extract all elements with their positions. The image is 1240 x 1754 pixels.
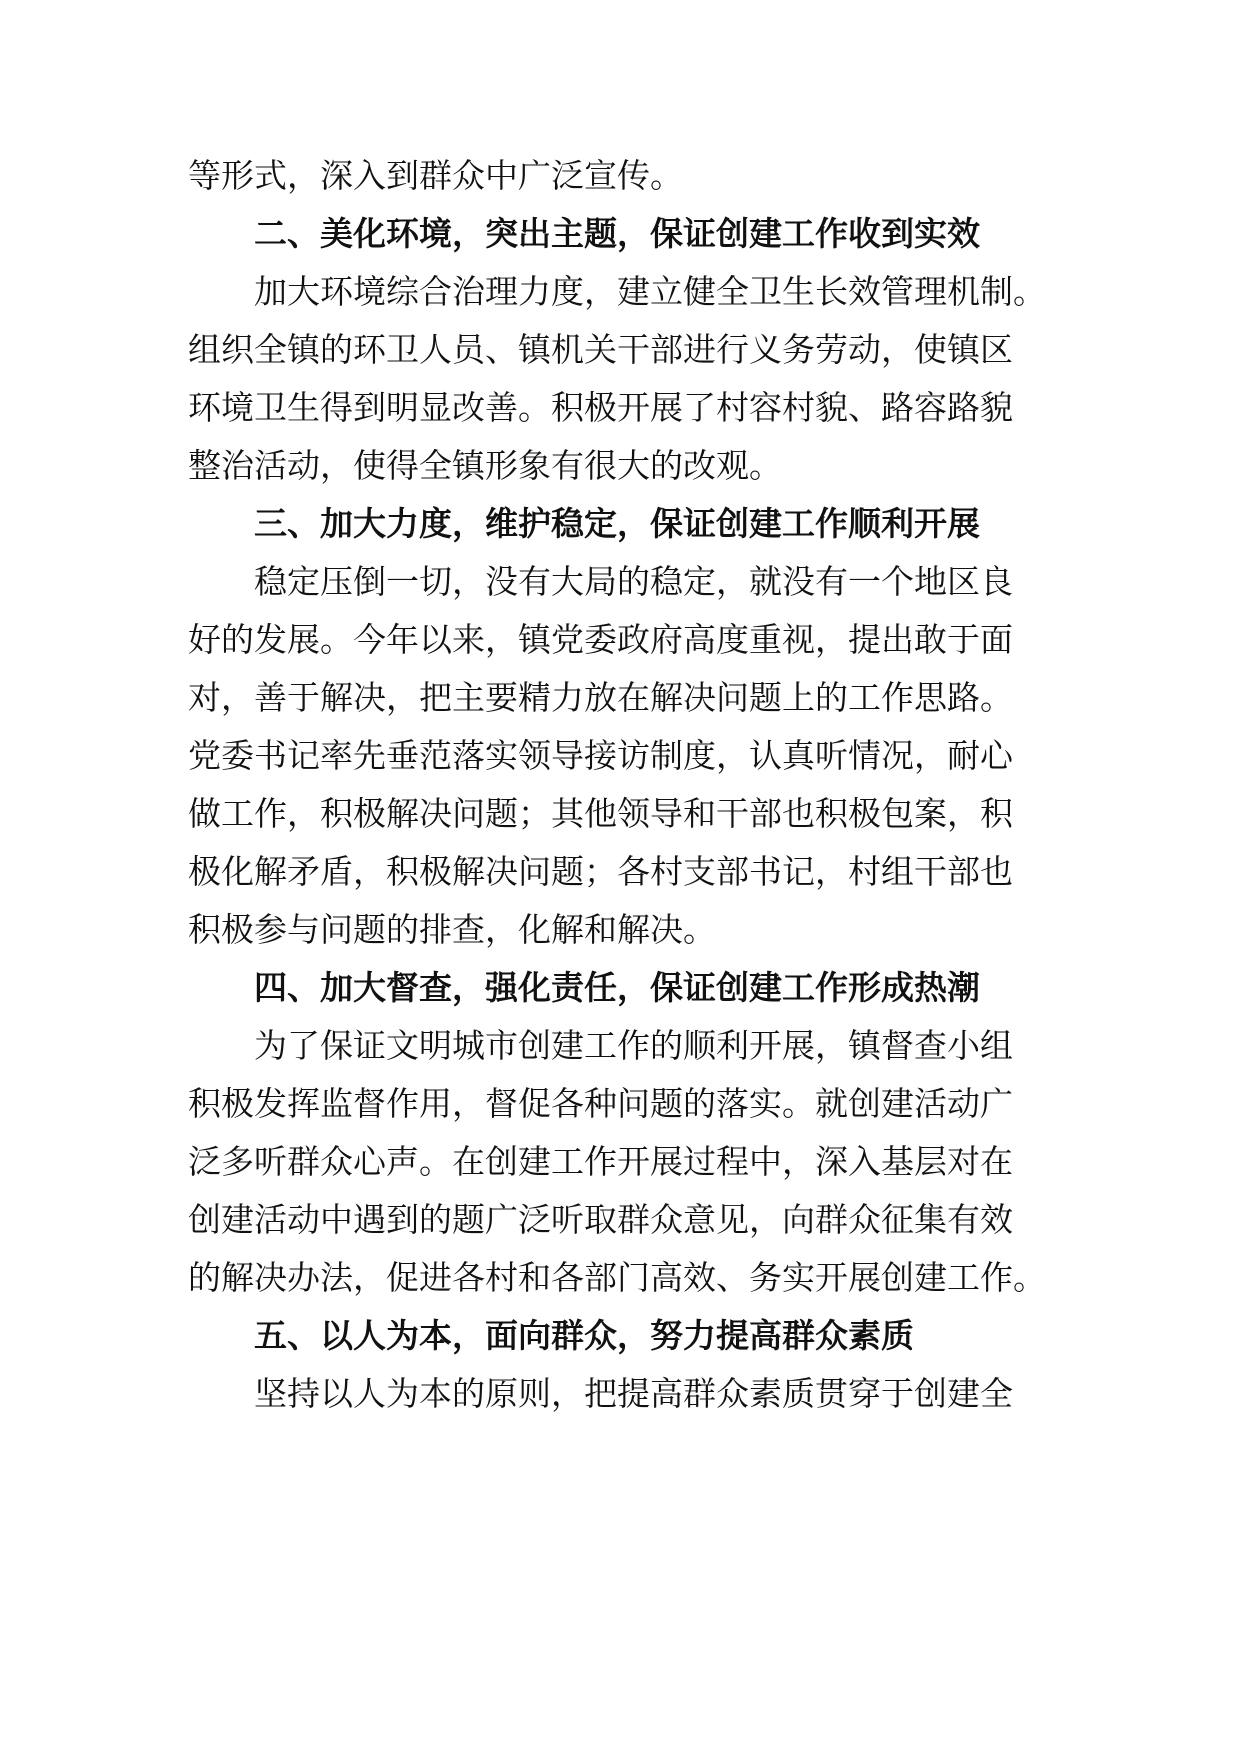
paragraph-line: 积极参与问题的排查，化解和解决。	[188, 910, 716, 949]
paragraph-line: 加大环境综合治理力度，建立健全卫生长效管理机制。	[254, 272, 1046, 311]
paragraph-line: 好的发展。今年以来，镇党委政府高度重视，提出敢于面	[188, 620, 1013, 659]
paragraph-line: 积极发挥监督作用，督促各种问题的落实。就创建活动广	[188, 1084, 1013, 1123]
section-heading-4: 四、加大督查，强化责任，保证创建工作形成热潮	[254, 968, 980, 1007]
paragraph-line: 做工作，积极解决问题；其他领导和干部也积极包案，积	[188, 794, 1013, 833]
paragraph-line: 的解决办法，促进各村和各部门高效、务实开展创建工作。	[188, 1258, 1046, 1297]
paragraph-line: 等形式，深入到群众中广泛宣传。	[188, 156, 683, 195]
section-heading-3: 三、加大力度，维护稳定，保证创建工作顺利开展	[254, 504, 980, 543]
paragraph-line: 坚持以人为本的原则，把提高群众素质贯穿于创建全	[254, 1374, 1013, 1413]
paragraph-line: 对，善于解决，把主要精力放在解决问题上的工作思路。	[188, 678, 1013, 717]
paragraph-line: 组织全镇的环卫人员、镇机关干部进行义务劳动，使镇区	[188, 330, 1013, 369]
paragraph-line: 极化解矛盾，积极解决问题；各村支部书记，村组干部也	[188, 852, 1013, 891]
paragraph-line: 党委书记率先垂范落实领导接访制度，认真听情况，耐心	[188, 736, 1013, 775]
section-heading-5: 五、以人为本，面向群众，努力提高群众素质	[254, 1316, 914, 1355]
paragraph-line: 创建活动中遇到的题广泛听取群众意见，向群众征集有效	[188, 1200, 1013, 1239]
paragraph-line: 环境卫生得到明显改善。积极开展了村容村貌、路容路貌	[188, 388, 1013, 427]
section-heading-2: 二、美化环境，突出主题，保证创建工作收到实效	[254, 214, 980, 253]
paragraph-line: 稳定压倒一切，没有大局的稳定，就没有一个地区良	[254, 562, 1013, 601]
paragraph-line: 为了保证文明城市创建工作的顺利开展，镇督查小组	[254, 1026, 1013, 1065]
paragraph-line: 整治活动，使得全镇形象有很大的改观。	[188, 446, 782, 485]
paragraph-line: 泛多听群众心声。在创建工作开展过程中，深入基层对在	[188, 1142, 1013, 1181]
